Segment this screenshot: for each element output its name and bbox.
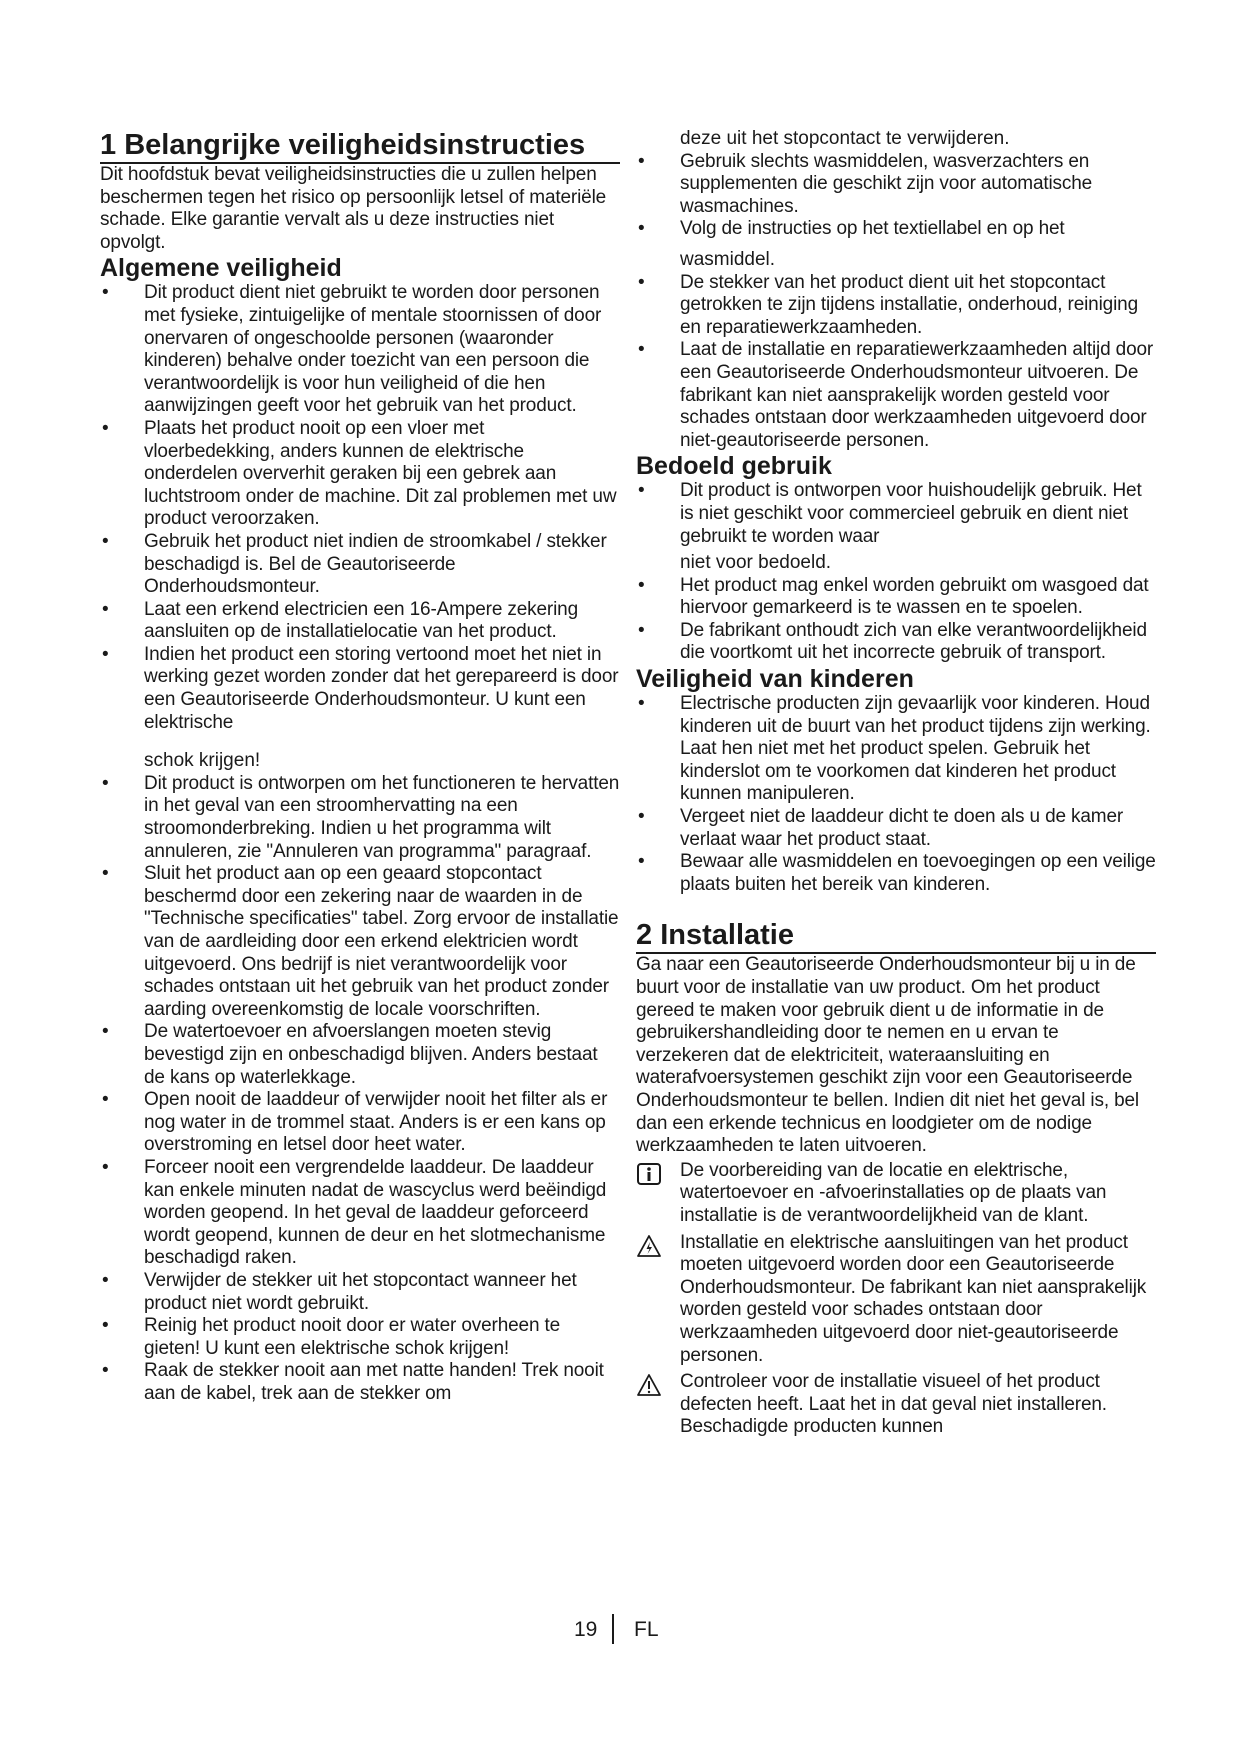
chapter-1-heading	[100, 128, 620, 164]
chapter-2-number: 2	[636, 919, 653, 952]
section-child-safety: Veiligheid van kinderen	[636, 665, 914, 694]
list-item: • Open nooit de laaddeur of verwijder nooit het filter als er nog water in de trommel staat. Anders is er een kans op overstroming en letsel door heet water.	[100, 1089, 620, 1157]
list-item: • Dit product is ontworpen om het functioneren te hervatten in het geval van een stroomhervatting na een stroomonderbreking. Indien u het programma wilt annuleren, zie "Annuleren van programma" paragraaf.	[100, 773, 620, 863]
child-safety-list	[636, 693, 1156, 896]
chapter-2-title: Installatie	[660, 919, 794, 952]
left-column	[100, 128, 620, 1405]
page-footer	[0, 1618, 1241, 1648]
note-text: De voorbereiding van de locatie en elektrische, watertoevoer en -afvoerinstallaties op de plaats van installatie is de verantwoordelijkheid van de klant.	[680, 1159, 1107, 1226]
list-item-continuation: wasmiddel.	[680, 248, 776, 270]
list-item: • Electrische producten zijn gevaarlijk voor kinderen. Houd kinderen uit de buurt van het product tijdens zijn werking. Laat hen niet met het product spelen. Gebruik het kinderslot om te voorkomen dat kinderen het product kunnen manipuleren.	[636, 693, 1156, 806]
list-item: • Volg de instructies op het textiellabel en op het	[636, 218, 1156, 241]
note-text: Installatie en elektrische aansluitingen van het product moeten uitgevoerd worden door een Geautoriseerde Onderhoudsmonteur. De fabrikant kan niet aansprakelijk worden gesteld voor schades ontstaan door werkzaamheden uitgevoerd door niet-geautoriseerde personen.	[680, 1231, 1147, 1366]
list-item-continuation: schok krijgen!	[144, 750, 261, 772]
list-item: • Gebruik slechts wasmiddelen, wasverzachters en supplementen die geschikt zijn voor automatische wasmachines.	[636, 151, 1156, 219]
list-item: • Laat de installatie en reparatiewerkzaamheden altijd door een Geautoriseerde Onderhoudsmonteur uitvoeren. De fabrikant kan niet aansprakelijk worden gesteld voor schades ontstaan door werkzaamheden uitgevoerd door niet-geautoriseerde personen.	[636, 339, 1156, 452]
chapter-1-number: 1	[100, 129, 117, 161]
info-note	[636, 1160, 1156, 1228]
section-intended-use: Bedoeld gebruik	[636, 452, 832, 481]
list-item: • Reinig het product nooit door er water overheen te gieten! U kunt een elektrische schok krijgen!	[100, 1315, 620, 1360]
list-item: • Vergeet niet de laaddeur dicht te doen als u de kamer verlaat waar het product staat.	[636, 806, 1156, 851]
footer-divider	[612, 1614, 614, 1644]
list-item-continuation: deze uit het stopcontact te verwijderen.	[680, 128, 1010, 149]
list-item: • Het product mag enkel worden gebruikt om wasgoed dat hiervoor gemarkeerd is te wassen en te spoelen.	[636, 575, 1156, 620]
list-item: • Dit product is ontworpen voor huishoudelijk gebruik. Het is niet geschikt voor commercieel gebruik en dient niet gebruikt te worden waar	[636, 480, 1156, 548]
list-item: • Gebruik het product niet indien de stroomkabel / stekker beschadigd is. Bel de Geautoriseerde Onderhoudsmonteur.	[100, 531, 620, 599]
list-item-continuation: niet voor bedoeld.	[680, 552, 832, 574]
list-item: • De fabrikant onthoudt zich van elke verantwoordelijkheid die voortkomt uit het incorrecte gebruik of transport.	[636, 620, 1156, 665]
chapter-2-heading	[636, 918, 1156, 954]
list-item: • De stekker van het product dient uit het stopcontact getrokken te zijn tijdens installatie, onderhoud, reiniging en reparatiewerkzaamheden.	[636, 272, 1156, 340]
chapter-1-title: Belangrijke veiligheidsinstructies	[124, 129, 586, 161]
page-number: 19	[574, 1618, 598, 1641]
list-item: • Raak de stekker nooit aan met natte handen! Trek nooit aan de kabel, trek aan de stekker om	[100, 1360, 620, 1405]
list-item: • Forceer nooit een vergrendelde laaddeur. De laaddeur kan enkele minuten nadat de wascyclus werd beëindigd worden geopend. In het geval de laaddeur geforceerd wordt geopend, kunnen de deur en het slotmechanisme beschadigd raken.	[100, 1157, 620, 1270]
list-item: • Verwijder de stekker uit het stopcontact wanneer het product niet wordt gebruikt.	[100, 1270, 620, 1315]
right-column	[636, 128, 1156, 1443]
list-item: • De watertoevoer en afvoerslangen moeten stevig bevestigd zijn en onbeschadigd blijven. Anders bestaat de kans op waterlekkage.	[100, 1021, 620, 1089]
list-item: • Indien het product een storing vertoond moet het niet in werking gezet worden zonder dat het gerepareerd is door een Geautoriseerde Onderhoudsmonteur. U kunt een elektrische	[100, 644, 620, 734]
intended-use-list-continued	[636, 575, 1156, 665]
list-item: • Sluit het product aan op een geaard stopcontact beschermd door een zekering naar de waarden in de "Technische specificaties" tabel. Zorg ervoor de installatie van de aardleiding door een erkend elektricien wordt uitgevoerd. Ons bedrijf is niet verantwoordelijk voor schades ontstaan uit het gebruik van het product zonder aarding overeenkomstig de locale voorschriften.	[100, 863, 620, 1021]
warning-icon	[636, 1373, 662, 1397]
list-item: • Plaats het product nooit op een vloer met vloerbedekking, anders kunnen de elektrische onderdelen oververhit geraken bij een gebrek aan luchtstroom onder de machine. Dit zal problemen met uw product veroorzaken.	[100, 418, 620, 531]
info-icon	[636, 1162, 662, 1186]
general-safety-list-right	[636, 151, 1156, 241]
list-item: • Laat een erkend electricien een 16-Ampere zekering aansluiten op de installatielocatie van het product.	[100, 599, 620, 644]
list-item: • Bewaar alle wasmiddelen en toevoegingen op een veilige plaats buiten het bereik van kinderen.	[636, 851, 1156, 896]
intended-use-list	[636, 480, 1156, 548]
electric-warning-note	[636, 1232, 1156, 1368]
general-safety-list-right-continued	[636, 272, 1156, 453]
language-code: FL	[634, 1618, 659, 1641]
installation-intro: Ga naar een Geautoriseerde Onderhoudsmonteur bij u in de buurt voor de installatie van uw product. Om het product gereed te maken voor gebruik dient u de informatie in de gebruikershandleiding door te nemen en u ervan te verzekeren dat de elektriciteit, wateraansluiting en waterafvoersystemen geschikt zijn voor een Geautoriseerde Onderhoudsmonteur te bellen. Indien dit niet het geval is, bel dan een erkende technicus en loodgieter om de nodige werkzaamheden te laten uitvoeren.	[636, 954, 1139, 1157]
warning-note	[636, 1371, 1156, 1439]
electric-warning-icon	[636, 1234, 662, 1258]
section-general-safety: Algemene veiligheid	[100, 254, 342, 283]
list-item: • Dit product dient niet gebruikt te worden door personen met fysieke, zintuigelijke of mentale stoornissen of door onervaren of ongeschoolde personen (waaronder kinderen) behalve onder toezicht van een persoon die verantwoordelijk is voor hun veiligheid of die hen aanwijzingen geeft voor het gebruik van het product.	[100, 282, 620, 418]
general-safety-list-continued	[100, 773, 620, 1406]
general-safety-list	[100, 282, 620, 734]
note-text: Controleer voor de installatie visueel of het product defecten heeft. Laat het in dat geval niet installeren. Beschadigde producten kunnen	[680, 1371, 1107, 1438]
chapter-1-intro: Dit hoofdstuk bevat veiligheidsinstructies die u zullen helpen beschermen tegen het risico op persoonlijk letsel of materiële schade. Elke garantie vervalt als u deze instructies niet opvolgt.	[100, 164, 607, 253]
